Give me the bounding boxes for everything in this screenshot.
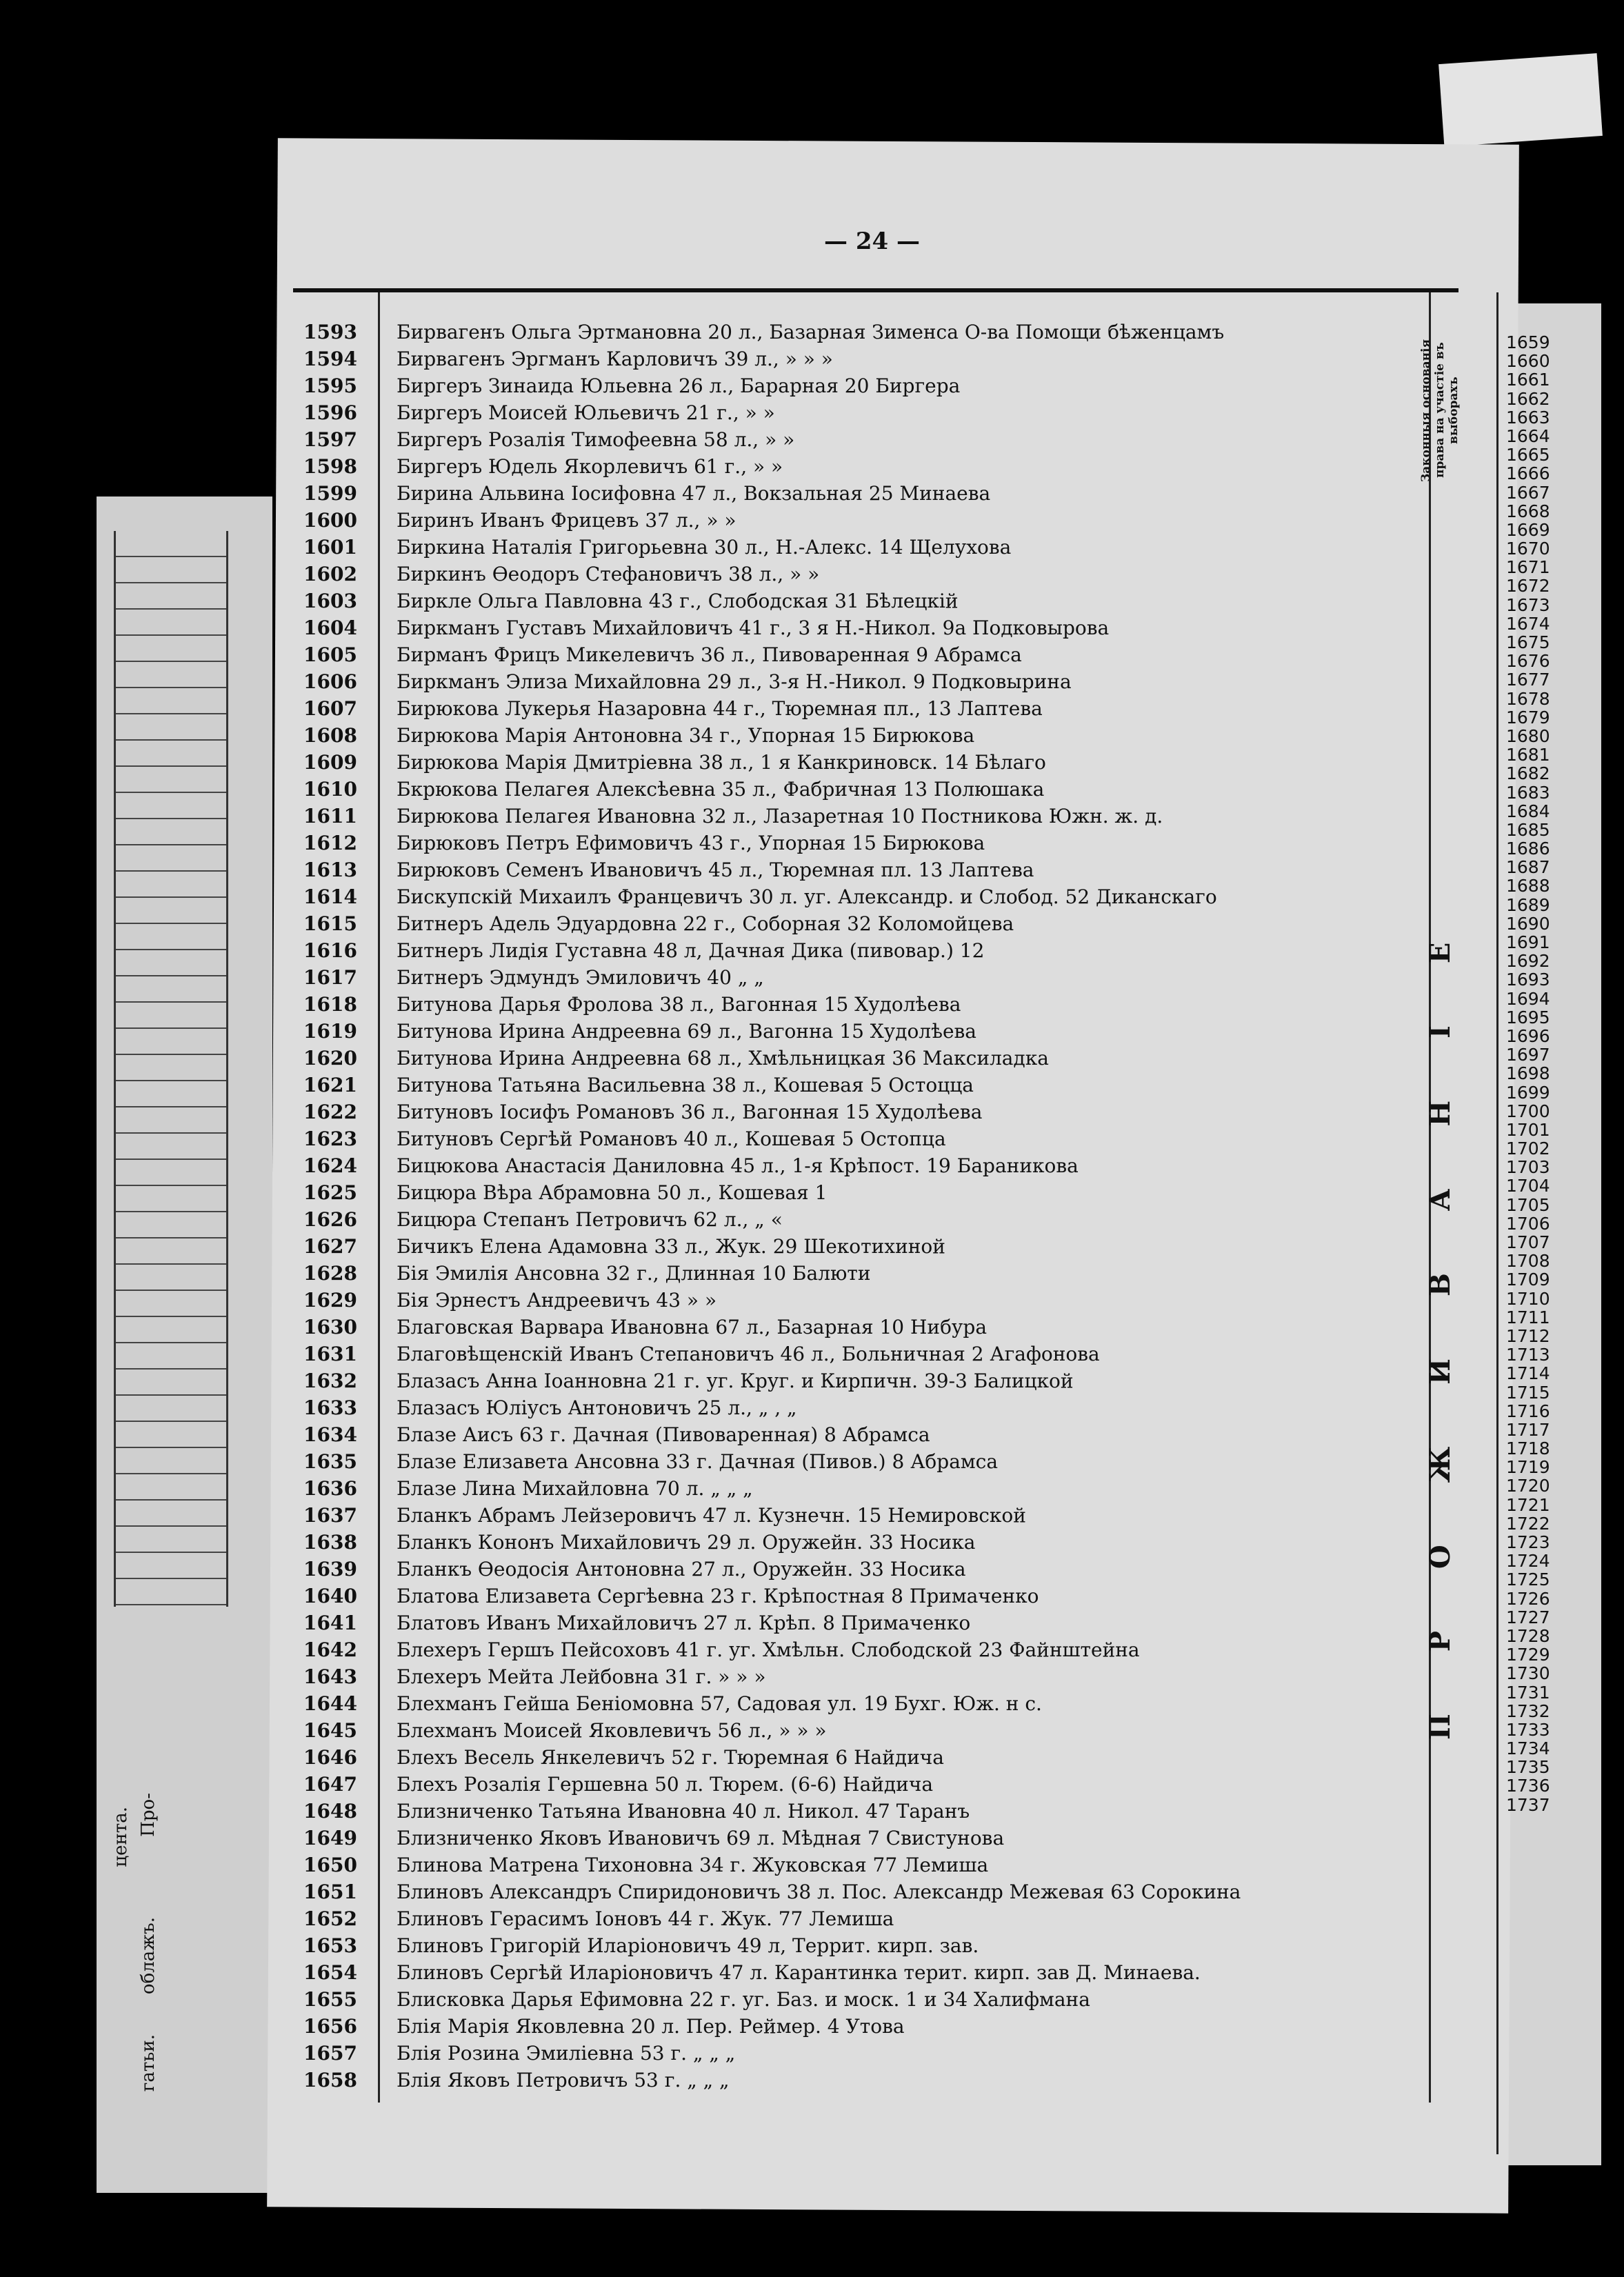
record-number: 1608 [303, 724, 357, 747]
record-number: 1612 [303, 832, 357, 854]
record-number: 1629 [303, 1289, 357, 1312]
record-text: Блехъ Весель Янкелевичъ 52 г. Тюремная 6 Найдича [397, 1746, 944, 1769]
record-number: 1622 [303, 1101, 357, 1123]
right-number: 1697 [1506, 1045, 1550, 1065]
record-text: Блія Яковъ Петровичъ 53 г. „ „ „ [397, 2069, 730, 2092]
right-number: 1673 [1506, 594, 1550, 615]
record-text: Бія Эмилія Ансовна 32 г., Длинная 10 Балюти [397, 1262, 871, 1285]
right-number: 1716 [1506, 1401, 1550, 1421]
record-row [303, 319, 1241, 345]
record-row [303, 1690, 1241, 1717]
record-text: Блинова Матрена Тихоновна 34 г. Жуковская 77 Лемиша [397, 1854, 989, 1876]
record-row [303, 1663, 1241, 1690]
record-row [303, 453, 1241, 480]
record-number: 1604 [303, 616, 357, 639]
record-row [303, 1018, 1241, 1045]
record-number: 1618 [303, 993, 357, 1016]
record-text: Биркманъ Густавъ Михайловичъ 41 г., 3 я Н.-Никол. 9а Подковырова [397, 616, 1110, 639]
record-text: Бицюкова Анастасія Даниловна 45 л., 1-я Крѣпост. 19 Бараникова [397, 1154, 1079, 1177]
right-number: 1711 [1506, 1307, 1550, 1327]
left-labels [97, 1765, 200, 2092]
record-text: Бирманъ Фрицъ Микелевичъ 36 л., Пивоваренная 9 Абрамса [397, 643, 1022, 666]
record-text: Битунова Ирина Андреевна 69 л., Вагонна 15 Худолѣева [397, 1020, 976, 1043]
record-number: 1656 [303, 2015, 357, 2038]
right-number: 1708 [1506, 1251, 1550, 1272]
record-text: Битуновъ Сергѣй Романовъ 40 л., Кошевая 5 Остопца [397, 1127, 946, 1150]
right-number: 1710 [1506, 1288, 1550, 1309]
record-number: 1644 [303, 1692, 357, 1715]
record-number: 1637 [303, 1504, 357, 1527]
record-row [303, 507, 1241, 534]
record-text: Битунова Татьяна Васильевна 38 л., Кошевая 5 Остоцца [397, 1074, 974, 1096]
record-text: Близниченко Татьяна Ивановна 40 л. Никол. 47 Таранъ [397, 1800, 970, 1823]
right-number: 1735 [1506, 1757, 1550, 1778]
record-text: Битуновъ Іосифъ Романовъ 36 л., Вагонная 15 Худолѣева [397, 1101, 983, 1123]
record-text: Битнеръ Эдмундъ Эмиловичъ 40 „ „ [397, 966, 764, 989]
record-row [303, 803, 1241, 830]
right-number: 1726 [1506, 1588, 1550, 1609]
record-row [303, 372, 1241, 399]
right-number: 1675 [1506, 632, 1550, 652]
record-row [303, 668, 1241, 695]
record-text: Блазе Елизавета Ансовна 33 г. Дачная (Пивов.) 8 Абрамса [397, 1450, 999, 1473]
record-text: Бирюковъ Петръ Ефимовичъ 43 г., Упорная 15 Бирюкова [397, 832, 985, 854]
right-number: 1723 [1506, 1532, 1550, 1552]
record-text: Биринъ Иванъ Фрицевъ 37 л., » » [397, 509, 736, 532]
record-row [303, 937, 1241, 964]
right-number: 1680 [1506, 725, 1550, 746]
record-number: 1601 [303, 536, 357, 559]
record-row [303, 1260, 1241, 1287]
record-row [303, 2040, 1241, 2067]
right-number: 1727 [1506, 1607, 1550, 1627]
record-number: 1627 [303, 1235, 357, 1258]
right-number: 1685 [1506, 819, 1550, 840]
record-text: Блатовъ Иванъ Михайловичъ 27 л. Крѣп. 8 Примаченко [397, 1612, 971, 1634]
record-row [303, 1825, 1241, 1852]
record-row [303, 1529, 1241, 1556]
record-text: Биргеръ Моисей Юльевичъ 21 г., » » [397, 401, 775, 424]
record-row [303, 749, 1241, 776]
record-text: Бланкъ Ѳеодосія Антоновна 27 л., Оружейн. 33 Носика [397, 1558, 966, 1581]
record-row [303, 561, 1241, 588]
record-text: Бицюра Степанъ Петровичъ 62 л., „ « [397, 1208, 783, 1231]
right-number: 1718 [1506, 1438, 1550, 1459]
record-number: 1651 [303, 1880, 357, 1903]
record-number: 1595 [303, 374, 357, 397]
record-number: 1650 [303, 1854, 357, 1876]
right-column-rule [1496, 292, 1498, 2154]
right-number: 1701 [1506, 1119, 1550, 1140]
record-number: 1613 [303, 859, 357, 881]
left-form-grid [114, 531, 228, 1607]
record-row [303, 1448, 1241, 1475]
record-text: Биргеръ Розалія Тимофеевна 58 л., » » [397, 428, 795, 451]
right-number: 1706 [1506, 1213, 1550, 1234]
right-number: 1688 [1506, 876, 1550, 896]
right-number: 1731 [1506, 1682, 1550, 1703]
record-text: Биркинъ Ѳеодоръ Стефановичъ 38 л., » » [397, 563, 820, 585]
record-number: 1653 [303, 1934, 357, 1957]
record-row [303, 2067, 1241, 2094]
record-text: Блехманъ Моисей Яковлевичъ 56 л., » » » [397, 1719, 827, 1742]
right-number: 1674 [1506, 613, 1550, 634]
record-number: 1626 [303, 1208, 357, 1231]
record-text: Бирвагенъ Эргманъ Карловичъ 39 л., » » » [397, 348, 833, 370]
right-number: 1678 [1506, 688, 1550, 709]
record-text: Биркина Наталія Григорьевна 30 л., Н.-Алекс. 14 Щелухова [397, 536, 1012, 559]
record-row [303, 1986, 1241, 2013]
right-number: 1690 [1506, 913, 1550, 934]
record-row [303, 1287, 1241, 1314]
record-text: Бискупскій Михаилъ Францевичъ 30 л. уг. Александр. и Слобод. 52 Диканскаго [397, 885, 1217, 908]
record-row [303, 964, 1241, 991]
record-row [303, 1475, 1241, 1502]
top-corner-paper [1438, 53, 1603, 147]
record-text: Благовская Варвара Ивановна 67 л., Базарная 10 Нибура [397, 1316, 988, 1338]
record-row [303, 776, 1241, 803]
record-number: 1620 [303, 1047, 357, 1070]
record-row [303, 722, 1241, 749]
right-number: 1664 [1506, 425, 1550, 446]
record-row [303, 1717, 1241, 1744]
right-number: 1725 [1506, 1569, 1550, 1590]
record-row [303, 1932, 1241, 1959]
record-number: 1632 [303, 1370, 357, 1392]
record-row [303, 1556, 1241, 1583]
right-number: 1684 [1506, 801, 1550, 821]
record-text: Бирюкова Пелагея Ивановна 32 л., Лазаретная 10 Постникова Южн. ж. д. [397, 805, 1163, 827]
right-number: 1659 [1506, 332, 1550, 352]
record-number: 1599 [303, 482, 357, 505]
record-text: Битнеръ Лидія Густавна 48 л, Дачная Дика (пивовар.) 12 [397, 939, 985, 962]
right-number: 1702 [1506, 1138, 1550, 1159]
record-text: Бицюра Вѣра Абрамовна 50 л., Кошевая 1 [397, 1181, 828, 1204]
right-number: 1700 [1506, 1101, 1550, 1121]
right-number: 1660 [1506, 351, 1550, 372]
record-row [303, 1341, 1241, 1367]
record-text: Бичикъ Елена Адамовна 33 л., Жук. 29 Шекотихиной [397, 1235, 945, 1258]
record-number: 1605 [303, 643, 357, 666]
record-row [303, 399, 1241, 426]
record-number: 1624 [303, 1154, 357, 1177]
record-number: 1638 [303, 1531, 357, 1554]
right-number: 1724 [1506, 1551, 1550, 1572]
record-row [303, 1421, 1241, 1448]
record-row [303, 1583, 1241, 1609]
record-row [303, 1367, 1241, 1394]
right-number: 1683 [1506, 782, 1550, 803]
right-number: 1717 [1506, 1419, 1550, 1440]
record-number: 1597 [303, 428, 357, 451]
records-list [303, 319, 1241, 2094]
right-number: 1661 [1506, 370, 1550, 390]
record-number: 1640 [303, 1585, 357, 1607]
record-number: 1633 [303, 1396, 357, 1419]
record-text: Блазе Лина Михайловна 70 л. „ „ „ [397, 1477, 753, 1500]
record-number: 1614 [303, 885, 357, 908]
record-text: Биркманъ Элиза Михайловна 29 л., 3-я Н.-Никол. 9 Подковырина [397, 670, 1072, 693]
right-number: 1665 [1506, 445, 1550, 465]
right-number: 1677 [1506, 670, 1550, 690]
record-row [303, 534, 1241, 561]
record-number: 1628 [303, 1262, 357, 1285]
record-number: 1636 [303, 1477, 357, 1500]
right-number: 1679 [1506, 707, 1550, 728]
right-number: 1662 [1506, 388, 1550, 409]
record-row [303, 2013, 1241, 2040]
page-number: — 24 — [824, 228, 920, 255]
record-text: Бія Эрнестъ Андреевичъ 43 » » [397, 1289, 717, 1312]
record-row [303, 1905, 1241, 1932]
record-text: Бланкъ Кононъ Михайловичъ 29 л. Оружейн. 33 Носика [397, 1531, 976, 1554]
right-number: 1720 [1506, 1476, 1550, 1496]
record-row [303, 426, 1241, 453]
record-number: 1623 [303, 1127, 357, 1150]
record-text: Бланкъ Абрамъ Лейзеровичъ 47 л. Кузнечн. 15 Немировской [397, 1504, 1026, 1527]
record-number: 1634 [303, 1423, 357, 1446]
record-text: Биркле Ольга Павловна 43 г., Слободская 31 Бѣлецкій [397, 590, 959, 612]
record-number: 1619 [303, 1020, 357, 1043]
record-number: 1611 [303, 805, 357, 827]
right-number: 1691 [1506, 932, 1550, 952]
record-number: 1658 [303, 2069, 357, 2092]
left-label: гатьи. [138, 2034, 159, 2092]
record-number: 1617 [303, 966, 357, 989]
record-row [303, 1072, 1241, 1099]
record-text: Блиновъ Герасимъ Іоновъ 44 г. Жук. 77 Лемиша [397, 1907, 894, 1930]
left-label: цента. [110, 1807, 131, 1867]
record-row [303, 1959, 1241, 1986]
right-number: 1734 [1506, 1738, 1550, 1759]
record-number: 1642 [303, 1638, 357, 1661]
record-text: Битнеръ Адель Эдуардовна 22 г., Соборная 32 Коломойцева [397, 912, 1014, 935]
right-number: 1672 [1506, 576, 1550, 596]
record-number: 1643 [303, 1665, 357, 1688]
right-number: 1722 [1506, 1513, 1550, 1534]
record-row [303, 830, 1241, 856]
record-row [303, 1852, 1241, 1878]
record-row [303, 641, 1241, 668]
record-row [303, 1099, 1241, 1125]
record-number: 1641 [303, 1612, 357, 1634]
record-number: 1649 [303, 1827, 357, 1849]
record-text: Блиновъ Александръ Спиридоновичъ 38 л. Пос. Александр Межевая 63 Сорокина [397, 1880, 1241, 1903]
right-number: 1663 [1506, 407, 1550, 428]
record-row [303, 1206, 1241, 1233]
record-number: 1593 [303, 321, 357, 343]
record-text: Блехманъ Гейша Беніомовна 57, Садовая ул. 19 Бухг. Юж. н с. [397, 1692, 1042, 1715]
right-number: 1715 [1506, 1382, 1550, 1403]
right-number: 1732 [1506, 1701, 1550, 1721]
right-number: 1728 [1506, 1625, 1550, 1646]
right-number: 1693 [1506, 970, 1550, 990]
right-number: 1709 [1506, 1270, 1550, 1290]
right-number: 1713 [1506, 1345, 1550, 1365]
right-number: 1694 [1506, 988, 1550, 1009]
record-text: Близниченко Яковъ Ивановичъ 69 л. Мѣдная 7 Свистунова [397, 1827, 1005, 1849]
record-text: Блія Марія Яковлевна 20 л. Пер. Реймер. 4 Утова [397, 2015, 905, 2038]
record-text: Бирвагенъ Ольга Эртмановна 20 л., Базарная Зименса О-ва Помощи бѣженцамъ [397, 321, 1225, 343]
left-label: Про- [138, 1793, 159, 1837]
right-number: 1696 [1506, 1025, 1550, 1046]
record-number: 1616 [303, 939, 357, 962]
right-number: 1676 [1506, 651, 1550, 672]
record-row [303, 1744, 1241, 1771]
record-row [303, 1233, 1241, 1260]
record-row [303, 856, 1241, 883]
record-row [303, 1394, 1241, 1421]
record-row [303, 1502, 1241, 1529]
record-row [303, 614, 1241, 641]
record-text: Блатова Елизавета Сергѣевна 23 г. Крѣпостная 8 Примаченко [397, 1585, 1039, 1607]
record-row [303, 345, 1241, 372]
record-number: 1615 [303, 912, 357, 935]
right-number: 1703 [1506, 1157, 1550, 1178]
record-text: Блазасъ Анна Іоанновна 21 г. уг. Круг. и Кирпичн. 39-3 Балицкой [397, 1370, 1074, 1392]
record-number: 1602 [303, 563, 357, 585]
record-text: Биргеръ Юдель Якорлевичъ 61 г., » » [397, 455, 783, 478]
record-row [303, 588, 1241, 614]
right-number: 1671 [1506, 557, 1550, 578]
record-number: 1625 [303, 1181, 357, 1204]
record-number: 1646 [303, 1746, 357, 1769]
record-row [303, 1179, 1241, 1206]
record-row [303, 1609, 1241, 1636]
right-number: 1669 [1506, 519, 1550, 540]
right-number: 1667 [1506, 482, 1550, 503]
record-number: 1607 [303, 697, 357, 720]
record-text: Бирюковъ Семенъ Ивановичъ 45 л., Тюремная пл. 13 Лаптева [397, 859, 1034, 881]
record-number: 1647 [303, 1773, 357, 1796]
record-number: 1652 [303, 1907, 357, 1930]
record-text: Бирюкова Марія Антоновна 34 г., Упорная 15 Бирюкова [397, 724, 975, 747]
right-number: 1705 [1506, 1194, 1550, 1215]
record-text: Блисковка Дарья Ефимовна 22 г. уг. Баз. и моск. 1 и 34 Халифмана [397, 1988, 1090, 2011]
right-number: 1699 [1506, 1082, 1550, 1103]
record-number: 1639 [303, 1558, 357, 1581]
record-number: 1657 [303, 2042, 357, 2065]
right-number: 1733 [1506, 1719, 1550, 1740]
record-number: 1606 [303, 670, 357, 693]
record-number: 1603 [303, 590, 357, 612]
record-row [303, 1878, 1241, 1905]
record-number: 1600 [303, 509, 357, 532]
right-number: 1729 [1506, 1645, 1550, 1665]
record-number: 1631 [303, 1343, 357, 1365]
record-text: Бирюкова Марія Дмитріевна 38 л., 1 я Канкриновск. 14 Бѣлаго [397, 751, 1046, 774]
record-number: 1648 [303, 1800, 357, 1823]
right-number: 1681 [1506, 745, 1550, 765]
right-number: 1682 [1506, 763, 1550, 784]
record-text: Благовѣщенскій Иванъ Степановичъ 46 л., Больничная 2 Агафонова [397, 1343, 1100, 1365]
record-row [303, 1314, 1241, 1341]
left-label: облажъ. [138, 1917, 159, 1995]
right-number: 1692 [1506, 951, 1550, 972]
record-text: Блиновъ Сергѣй Иларіоновичъ 47 л. Карантинка терит. кирп. зав Д. Минаева. [397, 1961, 1201, 1984]
right-number: 1668 [1506, 501, 1550, 521]
right-number: 1721 [1506, 1494, 1550, 1515]
right-number: 1730 [1506, 1663, 1550, 1684]
right-number: 1704 [1506, 1176, 1550, 1196]
record-row [303, 1125, 1241, 1152]
record-number: 1630 [303, 1316, 357, 1338]
record-number: 1594 [303, 348, 357, 370]
record-text: Блія Розина Эмиліевна 53 г. „ „ „ [397, 2042, 736, 2065]
record-row [303, 480, 1241, 507]
right-column-numbers [1506, 333, 1550, 1814]
record-text: Блехъ Розалія Гершевна 50 л. Тюрем. (6-6) Найдича [397, 1773, 934, 1796]
record-text: Блехеръ Мейта Лейбовна 31 г. » » » [397, 1665, 766, 1688]
header-rule [293, 288, 1458, 292]
record-number: 1621 [303, 1074, 357, 1096]
right-number: 1736 [1506, 1776, 1550, 1796]
record-text: Бкрюкова Пелагея Алексѣевна 35 л., Фабричная 13 Полюшака [397, 778, 1045, 801]
record-number: 1609 [303, 751, 357, 774]
record-row [303, 1798, 1241, 1825]
record-text: Биргеръ Зинаида Юльевна 26 л., Барарная 20 Биргера [397, 374, 961, 397]
right-number: 1686 [1506, 839, 1550, 859]
right-number: 1698 [1506, 1063, 1550, 1084]
right-number: 1689 [1506, 894, 1550, 915]
record-text: Бирюкова Лукерья Назаровна 44 г., Тюремная пл., 13 Лаптева [397, 697, 1043, 720]
record-row [303, 1152, 1241, 1179]
record-text: Блиновъ Григорій Иларіоновичъ 49 л, Террит. кирп. зав. [397, 1934, 979, 1957]
record-row [303, 1045, 1241, 1072]
record-text: Блазасъ Юліусъ Антоновичъ 25 л., „ , „ [397, 1396, 797, 1419]
right-number: 1712 [1506, 1325, 1550, 1346]
side-column-heading: Законныя основанія права на участіе въ выборахъ [1419, 339, 1461, 482]
record-row [303, 910, 1241, 937]
right-number: 1695 [1506, 1007, 1550, 1027]
record-row [303, 1771, 1241, 1798]
right-number: 1687 [1506, 857, 1550, 878]
record-row [303, 883, 1241, 910]
right-number: 1666 [1506, 463, 1550, 484]
right-number: 1714 [1506, 1363, 1550, 1384]
record-number: 1645 [303, 1719, 357, 1742]
record-number: 1654 [303, 1961, 357, 1984]
right-number: 1737 [1506, 1794, 1550, 1815]
record-row [303, 991, 1241, 1018]
record-number: 1596 [303, 401, 357, 424]
side-column-title: ПРОЖИВАНІЕ [1424, 880, 1456, 1741]
record-text: Бирина Альвина Іосифовна 47 л., Вокзальная 25 Минаева [397, 482, 991, 505]
record-number: 1598 [303, 455, 357, 478]
right-number: 1670 [1506, 539, 1550, 559]
right-number: 1707 [1506, 1232, 1550, 1252]
record-number: 1610 [303, 778, 357, 801]
record-text: Битунова Дарья Фролова 38 л., Вагонная 15 Худолѣева [397, 993, 961, 1016]
record-row [303, 1636, 1241, 1663]
record-number: 1655 [303, 1988, 357, 2011]
record-row [303, 695, 1241, 722]
record-text: Блазе Аисъ 63 г. Дачная (Пивоваренная) 8 Абрамса [397, 1423, 930, 1446]
right-number: 1719 [1506, 1457, 1550, 1478]
record-text: Блехеръ Гершъ Пейсоховъ 41 г. уг. Хмѣльн. Слободской 23 Файнштейна [397, 1638, 1140, 1661]
record-number: 1635 [303, 1450, 357, 1473]
record-text: Битунова Ирина Андреевна 68 л., Хмѣльницкая 36 Максиладка [397, 1047, 1049, 1070]
